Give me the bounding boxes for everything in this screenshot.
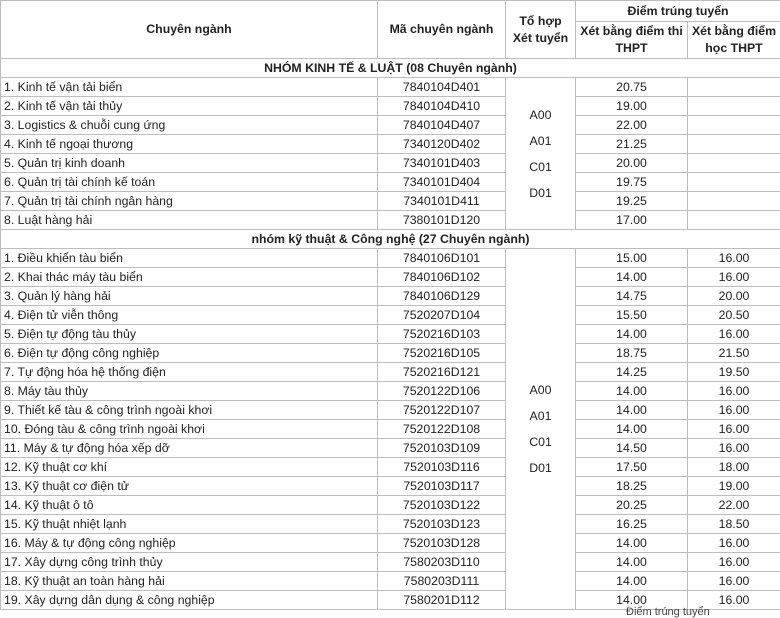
major-name: 9. Thiết kế tàu & công trình ngoài khơi	[1, 401, 378, 420]
major-name: 16. Máy & tự động công nghiệp	[1, 534, 378, 553]
score-thpt-exam: 14.00	[576, 401, 688, 420]
major-code: 7340101D411	[378, 192, 506, 211]
score-thpt-record: 16.00	[688, 572, 780, 591]
table-row	[1, 477, 780, 496]
score-thpt-exam: 14.00	[576, 591, 688, 610]
major-code: 7840104D410	[378, 97, 506, 116]
table-row	[1, 553, 780, 572]
score-thpt-exam: 21.25	[576, 135, 688, 154]
table-row	[1, 306, 780, 325]
major-name: 10. Đóng tàu & công trình ngoài khơi	[1, 420, 378, 439]
score-thpt-record	[688, 135, 780, 154]
major-name: 1. Điều khiển tàu biển	[1, 249, 378, 268]
table-row	[1, 97, 780, 116]
major-name: 7. Tự động hóa hệ thống điện	[1, 363, 378, 382]
combo-code: A00	[529, 107, 552, 122]
major-name: 19. Xây dựng dân dụng & công nghiệp	[1, 591, 378, 610]
major-code: 7520122D107	[378, 401, 506, 420]
score-thpt-record: 16.00	[688, 439, 780, 458]
col-header-major: Chuyên ngành	[1, 1, 378, 59]
col-header-thpt-record: Xét bằng điểm học THPT	[688, 22, 780, 59]
score-thpt-exam: 22.00	[576, 116, 688, 135]
score-thpt-record	[688, 192, 780, 211]
score-thpt-record: 16.00	[688, 249, 780, 268]
combo-cell	[506, 249, 576, 610]
score-thpt-exam: 14.00	[576, 325, 688, 344]
major-code: 7840104D407	[378, 116, 506, 135]
major-name: 15. Kỹ thuật nhiệt lạnh	[1, 515, 378, 534]
major-code: 7520216D121	[378, 363, 506, 382]
score-thpt-exam: 16.25	[576, 515, 688, 534]
table-row	[1, 439, 780, 458]
group-title: nhóm kỹ thuật & Công nghệ (27 Chuyên ngành)	[1, 230, 780, 249]
score-thpt-record: 20.50	[688, 306, 780, 325]
score-thpt-record: 16.00	[688, 420, 780, 439]
score-thpt-exam: 19.25	[576, 192, 688, 211]
major-code: 7840106D101	[378, 249, 506, 268]
table-body	[1, 59, 780, 610]
major-name: 3. Logistics & chuỗi cung ứng	[1, 116, 378, 135]
table-row	[1, 135, 780, 154]
score-thpt-record: 16.00	[688, 553, 780, 572]
table-row	[1, 268, 780, 287]
score-thpt-exam: 14.75	[576, 287, 688, 306]
score-thpt-record: 19.00	[688, 477, 780, 496]
major-name: 11. Máy & tự động hóa xếp dỡ	[1, 439, 378, 458]
major-code: 7520103D128	[378, 534, 506, 553]
table-row	[1, 78, 780, 97]
score-thpt-record: 16.00	[688, 325, 780, 344]
col-header-code: Mã chuyên ngành	[378, 1, 506, 59]
combo-code: D01	[529, 461, 552, 475]
major-code: 7520103D109	[378, 439, 506, 458]
table-row	[1, 211, 780, 230]
table-row	[1, 287, 780, 306]
major-name: 5. Điện tự động tàu thủy	[1, 325, 378, 344]
table-row	[1, 249, 780, 268]
score-thpt-record: 16.00	[688, 401, 780, 420]
score-thpt-exam: 18.25	[576, 477, 688, 496]
score-thpt-exam: 20.25	[576, 496, 688, 515]
major-code: 7840106D102	[378, 268, 506, 287]
table-row	[1, 173, 780, 192]
major-code: 7520216D103	[378, 325, 506, 344]
score-thpt-record: 16.00	[688, 268, 780, 287]
col-header-score: Điểm trúng tuyển	[576, 1, 780, 22]
major-code: 7520122D106	[378, 382, 506, 401]
score-thpt-exam: 19.75	[576, 173, 688, 192]
major-code: 7380101D120	[378, 211, 506, 230]
major-code: 7580203D110	[378, 553, 506, 572]
score-thpt-record: 16.00	[688, 534, 780, 553]
combo-code: A01	[529, 133, 552, 148]
major-code: 7520207D104	[378, 306, 506, 325]
group-header-row	[1, 59, 780, 78]
table-row	[1, 154, 780, 173]
major-name: 13. Kỹ thuật cơ điện tử	[1, 477, 378, 496]
score-thpt-exam: 14.00	[576, 534, 688, 553]
score-thpt-record	[688, 116, 780, 135]
score-thpt-exam: 15.50	[576, 306, 688, 325]
table-row	[1, 572, 780, 591]
table-row	[1, 382, 780, 401]
combo-code: C01	[529, 159, 552, 174]
table-row	[1, 458, 780, 477]
major-code: 7520103D117	[378, 477, 506, 496]
major-name: 6. Điện tự động công nghiệp	[1, 344, 378, 363]
major-name: 12. Kỹ thuật cơ khí	[1, 458, 378, 477]
col-header-combo: Tổ hợp Xét tuyển	[506, 1, 576, 59]
score-thpt-exam: 20.75	[576, 78, 688, 97]
score-thpt-exam: 15.00	[576, 249, 688, 268]
table-row	[1, 515, 780, 534]
major-code: 7520103D123	[378, 515, 506, 534]
score-thpt-exam: 14.00	[576, 553, 688, 572]
major-name: 6. Quản trị tài chính kế toán	[1, 173, 378, 192]
combo-code: A01	[529, 409, 552, 423]
score-thpt-exam: 14.00	[576, 572, 688, 591]
combo-cell	[506, 78, 576, 230]
score-thpt-record: 16.00	[688, 591, 780, 610]
score-thpt-record: 18.50	[688, 515, 780, 534]
major-name: 8. Luật hàng hải	[1, 211, 378, 230]
major-code: 7840104D401	[378, 78, 506, 97]
score-thpt-exam: 14.00	[576, 420, 688, 439]
score-thpt-exam: 14.00	[576, 268, 688, 287]
major-name: 1. Kinh tế vận tải biển	[1, 78, 378, 97]
combo-code: C01	[529, 435, 552, 449]
major-name: 8. Máy tàu thủy	[1, 382, 378, 401]
major-name: 3. Quản lý hàng hải	[1, 287, 378, 306]
combo-code: A00	[529, 383, 552, 397]
major-code: 7340101D404	[378, 173, 506, 192]
score-thpt-exam: 14.00	[576, 382, 688, 401]
major-code: 7580203D111	[378, 572, 506, 591]
score-thpt-exam: 14.50	[576, 439, 688, 458]
score-thpt-record	[688, 154, 780, 173]
major-code: 7340101D403	[378, 154, 506, 173]
table-row	[1, 344, 780, 363]
major-code: 7840106D129	[378, 287, 506, 306]
score-thpt-record	[688, 97, 780, 116]
major-name: 14. Kỹ thuật ô tô	[1, 496, 378, 515]
table-row	[1, 420, 780, 439]
major-name: 5. Quản trị kinh doanh	[1, 154, 378, 173]
major-name: 17. Xây dựng công trình thủy	[1, 553, 378, 572]
major-name: 2. Kinh tế vận tải thủy	[1, 97, 378, 116]
score-thpt-record: 20.00	[688, 287, 780, 306]
score-thpt-record: 18.00	[688, 458, 780, 477]
table-row	[1, 325, 780, 344]
combo-code: D01	[529, 185, 552, 200]
major-code: 7520103D116	[378, 458, 506, 477]
table-row	[1, 192, 780, 211]
major-name: 4. Kinh tế ngoại thương	[1, 135, 378, 154]
score-thpt-record	[688, 211, 780, 230]
major-name: 2. Khai thác máy tàu biển	[1, 268, 378, 287]
score-thpt-record: 16.00	[688, 382, 780, 401]
score-thpt-exam: 18.75	[576, 344, 688, 363]
table-row	[1, 496, 780, 515]
score-thpt-exam: 19.00	[576, 97, 688, 116]
major-code: 7580201D112	[378, 591, 506, 610]
table-row	[1, 401, 780, 420]
score-thpt-record	[688, 78, 780, 97]
table-row	[1, 534, 780, 553]
major-name: 4. Điện tử viễn thông	[1, 306, 378, 325]
major-code: 7340120D402	[378, 135, 506, 154]
major-code: 7520122D108	[378, 420, 506, 439]
group-header-row	[1, 230, 780, 249]
score-thpt-exam: 20.00	[576, 154, 688, 173]
major-code: 7520216D105	[378, 344, 506, 363]
table-row	[1, 363, 780, 382]
major-name: 7. Quản trị tài chính ngân hàng	[1, 192, 378, 211]
score-thpt-record: 22.00	[688, 496, 780, 515]
table-row	[1, 116, 780, 135]
group-title: NHÓM KINH TẾ & LUẬT (08 Chuyên ngành)	[1, 59, 780, 78]
score-thpt-record: 19.50	[688, 363, 780, 382]
score-thpt-exam: 14.25	[576, 363, 688, 382]
score-thpt-exam: 17.50	[576, 458, 688, 477]
score-thpt-exam: 17.00	[576, 211, 688, 230]
score-thpt-record	[688, 173, 780, 192]
col-header-thpt-exam: Xét bằng điểm thi THPT	[576, 22, 688, 59]
major-code: 7520103D122	[378, 496, 506, 515]
partial-footer-text: Điểm trúng tuyển	[626, 606, 710, 618]
major-name: 18. Kỹ thuật an toàn hàng hải	[1, 572, 378, 591]
score-thpt-record: 21.50	[688, 344, 780, 363]
